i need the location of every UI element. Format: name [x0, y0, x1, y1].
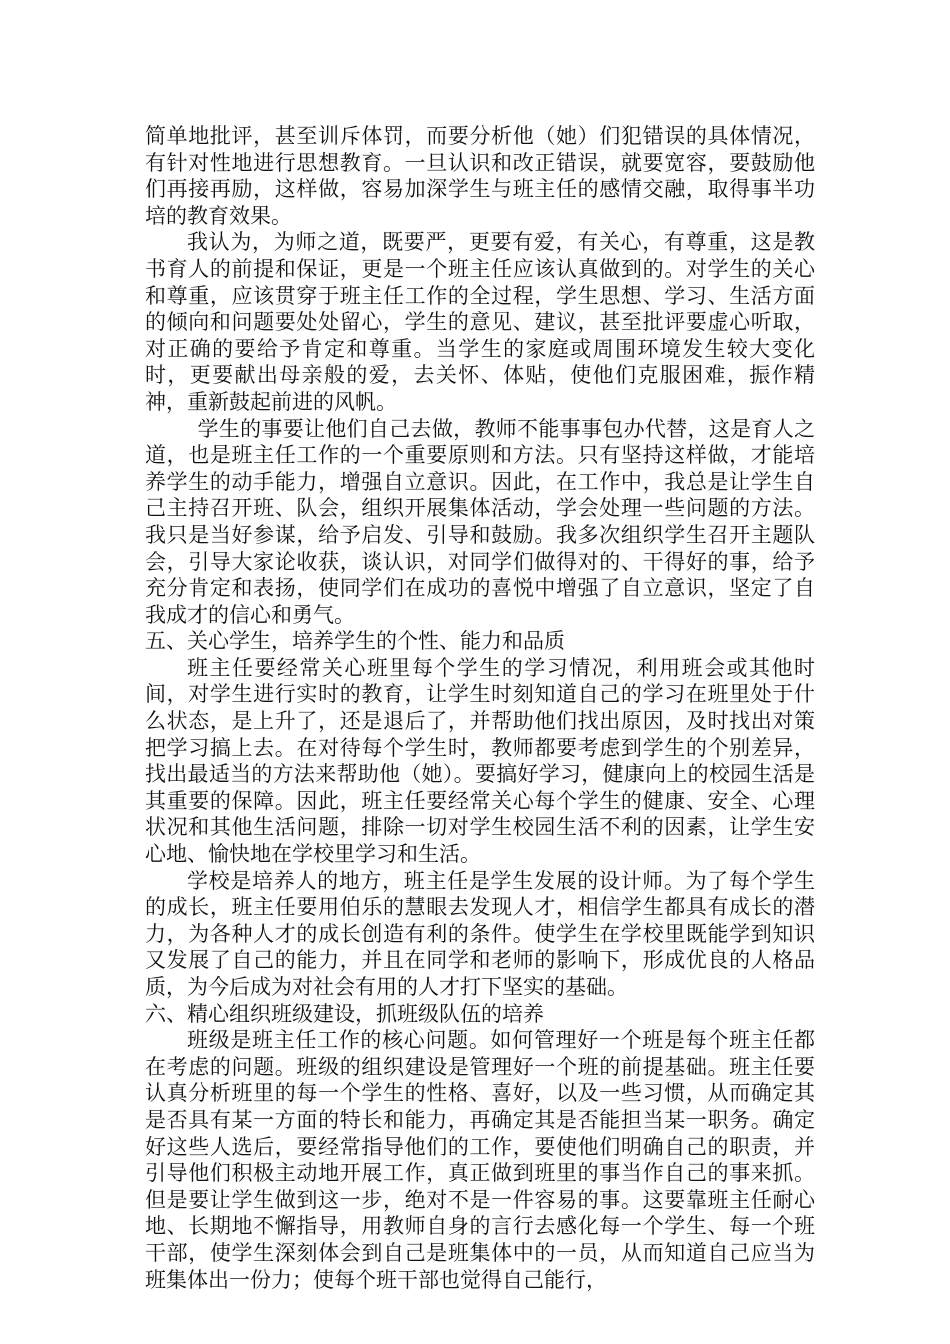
paragraph-care-study: 班主任要经常关心班里每个学生的学习情况，利用班会或其他时间，对学生进行实时的教育，让学生时刻知道自己的学习在班里处于什么状态，是上升了，还是退后了，并帮助他们找出原因，及时找出对策把学习搞上去。在对待每个学生时，教师都要考虑到学生的个别差异，找出最适当的方法来帮助他（她）。要搞好学习，健康向上的校园生活是其重要的保障。因此，班主任要经常关心每个学生的健康、安全、心理状况和其他生活问题，排除一切对学生校园生活不利的因素，让学生安心地、愉快地在学校里学习和生活。 — [145, 655, 815, 867]
paragraph-self-reliance: 学生的事要让他们自己去做，教师不能事事包办代替，这是育人之道，也是班主任工作的一个重要原则和方法。只有坚持这样做，才能培养学生的动手能力，增强自立意识。因此，在工作中，我总是让学生自己主持召开班、队会，组织开展集体活动，学会处理一些问题的方法。我只是当好参谋，给予启发、引导和鼓励。我多次组织学生召开主题队会，引导大家论收获，谈认识，对同学们做得对的、干得好的事，给予充分肯定和表扬，使同学们在成功的喜悦中增强了自立意识，坚定了自我成才的信心和勇气。 — [145, 416, 815, 627]
paragraph-continuation: 简单地批评，甚至训斥体罚，而要分析他（她）们犯错误的具体情况，有针对性地进行思想教育。一旦认识和改正错误，就要宽容，要鼓励他们再接再励，这样做，容易加深学生与班主任的感情交融，取得事半功培的教育效果。 — [145, 124, 815, 228]
section-heading-six: 六、精心组织班级建设，抓班级队伍的培养 — [145, 1001, 544, 1026]
paragraph-school-designer: 学校是培养人的地方，班主任是学生发展的设计师。为了每个学生的成长，班主任要用伯乐的慧眼去发现人才，相信学生都具有成长的潜力，为各种人才的成长创造有利的条件。使学生在学校里既能学到知识又发展了自己的能力，并且在同学和老师的影响下，形成优良的人格品质，为今后成为对社会有用的人才打下坚实的基础。 — [145, 868, 815, 999]
paragraph-teacher-love: 我认为，为师之道，既要严，更要有爱，有关心，有尊重，这是教书育人的前提和保证，更是一个班主任应该认真做到的。对学生的关心和尊重，应该贯穿于班主任工作的全过程，学生思想、学习、生活方面的倾向和问题要处处留心，学生的意见、建议，甚至批评要虚心听取，对正确的要给予肯定和尊重。当学生的家庭或周围环境发生较大变化时，更要献出母亲般的爱，去关怀、体贴，使他们克服困难，振作精神，重新鼓起前进的风帆。 — [145, 230, 815, 414]
section-heading-five: 五、关心学生，培养学生的个性、能力和品质 — [145, 629, 565, 654]
paragraph-class-building: 班级是班主任工作的核心问题。如何管理好一个班是每个班主任都在考虑的问题。班级的组织建设是管理好一个班的前提基础。班主任要认真分析班里的每一个学生的性格、喜好，以及一些习惯，从而确定其是否具有某一方面的特长和能力，再确定其是否能担当某一职务。确定好这些人选后，要经常指导他们的工作，要使他们明确自己的职责，并引导他们积极主动地开展工作，真正做到班里的事当作自己的事来抓。但是要让学生做到这一步，绝对不是一件容易的事。这要靠班主任耐心地、长期地不懈指导，用教师自身的言行去感化每一个学生、每一个班干部，使学生深刻体会到自己是班集体中的一员，从而知道自己应当为班集体出一份力；使每个班干部也觉得自己能行， — [145, 1028, 815, 1292]
document-page — [145, 123, 815, 1293]
